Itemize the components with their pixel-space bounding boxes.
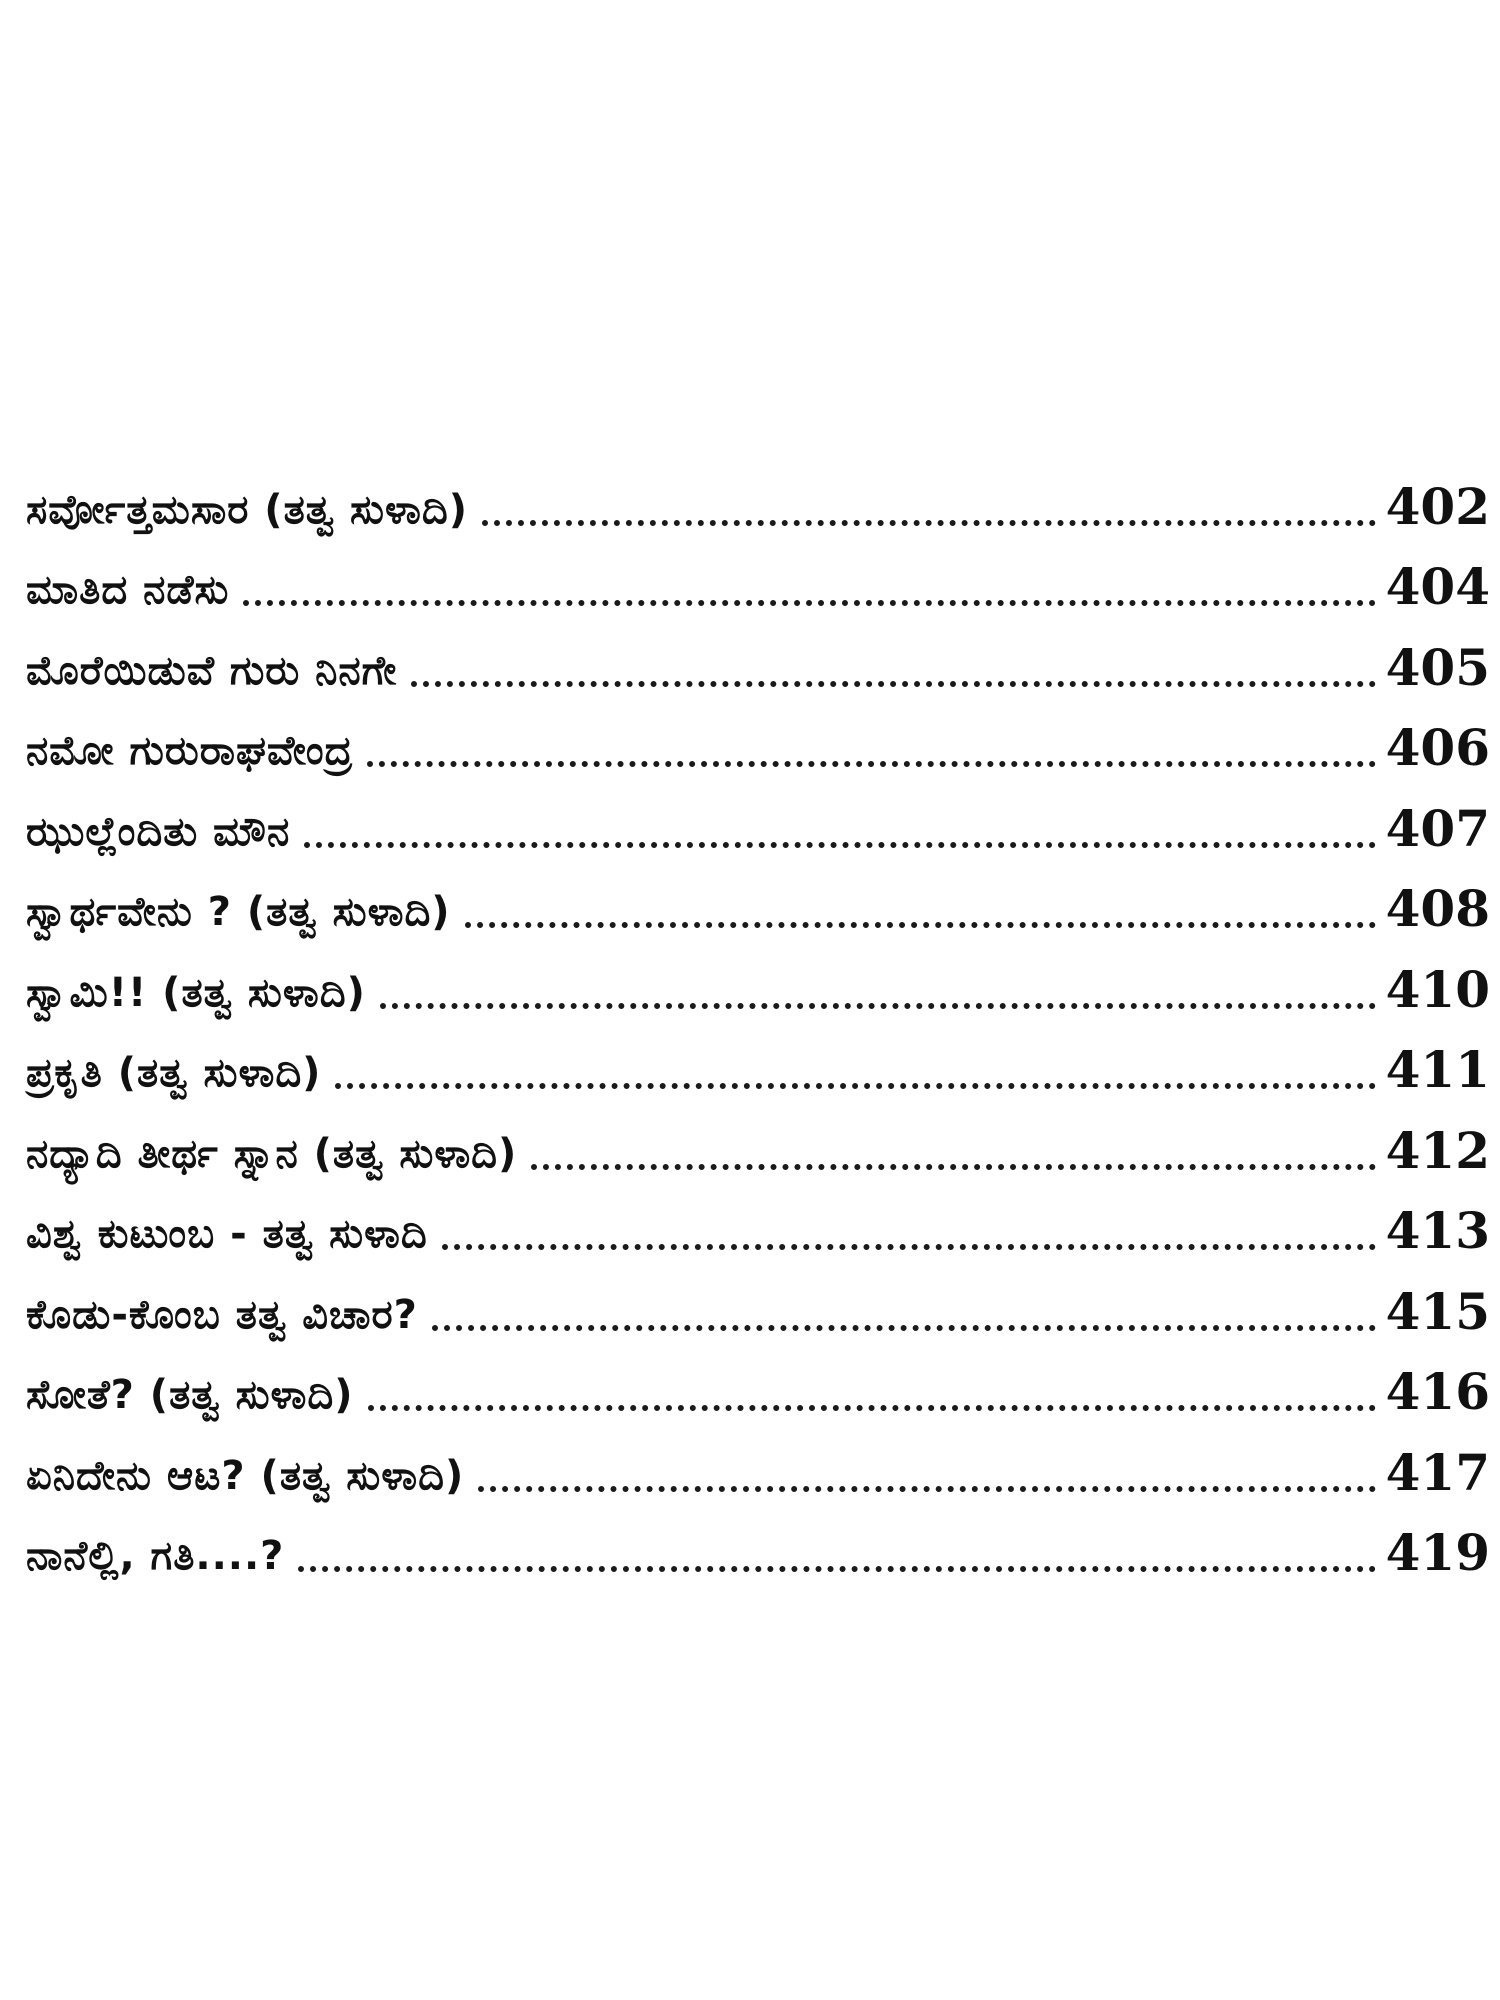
- dot-leader: [478, 1486, 1375, 1492]
- toc-entry: [26, 455, 1490, 536]
- dot-leader: [367, 761, 1375, 767]
- toc-entry-page-number: 404: [1385, 557, 1490, 616]
- toc-entry-title: ಪ್ರಕೃತಿ (ತತ್ವ ಸುಳಾದಿ): [26, 1050, 322, 1096]
- dot-leader: [335, 1083, 1375, 1089]
- dot-leader: [432, 1325, 1376, 1331]
- toc-entry-title: ಏನಿದೇನು ಆಟ? (ತತ್ವ ಸುಳಾದಿ): [26, 1452, 465, 1499]
- toc-entry-page-number: 405: [1385, 637, 1490, 697]
- toc-entry-title: ಕೊಡು-ಕೊಂಬ ತತ್ವ ವಿಚಾರ?: [26, 1291, 418, 1338]
- toc-entry-title: ಮಾತಿದ ನಡೆಸು: [26, 567, 230, 613]
- toc-entry-title: ಸ್ವಾಮಿ!! (ತತ್ವ ಸುಳಾದಿ): [26, 969, 366, 1016]
- dot-leader: [411, 681, 1375, 687]
- toc-entry-title: ನಮೋ ಗುರುರಾಘವೇಂದ್ರ: [26, 728, 354, 774]
- toc-entry-page-number: 415: [1385, 1281, 1490, 1341]
- dot-leader: [442, 1244, 1376, 1250]
- toc-entry: [26, 536, 1490, 617]
- toc-entry: [26, 1099, 1490, 1180]
- toc-entry: [26, 1341, 1490, 1422]
- toc-entry-page-number: 406: [1385, 718, 1490, 777]
- dot-leader: [531, 1164, 1375, 1170]
- dot-leader: [243, 600, 1375, 606]
- toc-entry: [26, 938, 1490, 1019]
- toc-entry-title: ಸ್ವಾರ್ಥವೇನು ? (ತತ್ವ ಸುಳಾದಿ): [26, 889, 451, 935]
- dot-leader: [368, 1405, 1376, 1411]
- dot-leader: [380, 1003, 1376, 1009]
- toc-entry: [26, 1019, 1490, 1100]
- toc-entry-title: ನಾನೆಲ್ಲಿ, ಗತಿ....?: [26, 1533, 285, 1579]
- dot-leader: [465, 922, 1376, 928]
- toc-entry-page-number: 412: [1385, 1120, 1490, 1180]
- table-of-contents: [26, 455, 1490, 1582]
- toc-entry: [26, 616, 1490, 697]
- toc-entry-page-number: 411: [1385, 1040, 1490, 1099]
- toc-entry: [26, 858, 1490, 939]
- toc-entry: [26, 1421, 1490, 1502]
- toc-entry: [26, 1180, 1490, 1261]
- dot-leader: [298, 1566, 1375, 1572]
- toc-entry-page-number: 419: [1385, 1523, 1490, 1582]
- toc-entry-title: ಝುಲ್ಲೆಂದಿತು ಮೌನ: [26, 808, 291, 855]
- toc-entry-page-number: 402: [1385, 476, 1490, 536]
- toc-entry: [26, 1260, 1490, 1341]
- toc-entry-page-number: 417: [1385, 1442, 1490, 1502]
- toc-entry-title: ನದ್ಯಾದಿ ತೀರ್ಥ ಸ್ನಾನ (ತತ್ವ ಸುಳಾದಿ): [26, 1130, 518, 1177]
- toc-entry-title: ಸರ್ವೋತ್ತಮಸಾರ (ತತ್ವ ಸುಳಾದಿ): [26, 486, 468, 533]
- toc-entry: [26, 697, 1490, 778]
- toc-entry: [26, 777, 1490, 858]
- dot-leader: [482, 520, 1376, 526]
- toc-entry-page-number: 410: [1385, 959, 1490, 1019]
- toc-entry-page-number: 413: [1385, 1201, 1490, 1260]
- dot-leader: [304, 842, 1375, 848]
- toc-entry-page-number: 416: [1385, 1362, 1490, 1421]
- toc-entry-title: ಮೊರೆಯಿಡುವೆ ಗುರು ನಿನಗೇ: [26, 647, 398, 694]
- toc-entry-page-number: 407: [1385, 798, 1490, 858]
- toc-entry-title: ಸೋತೆ? (ತತ್ವ ಸುಳಾದಿ): [26, 1372, 354, 1418]
- toc-entry-page-number: 408: [1385, 879, 1490, 938]
- toc-entry-title: ವಿಶ್ವ ಕುಟುಂಬ - ತತ್ವ ಸುಳಾದಿ: [26, 1211, 428, 1257]
- toc-entry: [26, 1502, 1490, 1583]
